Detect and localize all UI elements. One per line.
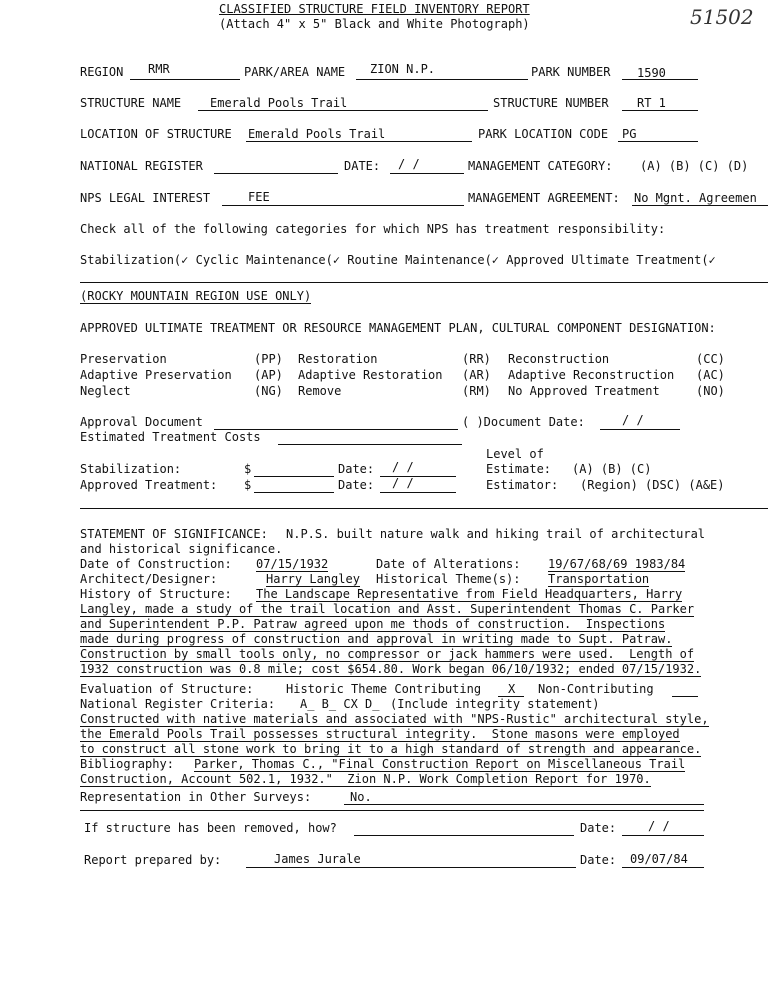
treatment-remove[interactable]: Remove: [298, 384, 342, 398]
prepared-date-value[interactable]: 09/07/84: [630, 852, 688, 866]
treatment-checkboxes[interactable]: Stabilization(✓ Cyclic Maintenance(✓ Routine Maintenance(✓ Approved Ultimate Treatment(✓: [80, 253, 716, 267]
treatment-adaptive-preservation[interactable]: Adaptive Preservation: [80, 368, 232, 382]
treatment-code: (RM): [462, 384, 491, 398]
level-of-label: Level of: [486, 447, 544, 461]
structure-name-label: STRUCTURE NAME: [80, 96, 182, 110]
history-line: 1932 construction was 0.8 mile; cost $654.80. Work began 06/10/1932; ended 07/15/1932.: [80, 662, 702, 676]
history-line: made during progress of construction and approval in writing made to Supt. Patraw.: [80, 632, 673, 646]
historical-themes-value[interactable]: Transportation: [548, 572, 650, 586]
location-value[interactable]: Emerald Pools Trail: [248, 127, 386, 141]
treatment-adaptive-restoration[interactable]: Adaptive Restoration: [298, 368, 443, 382]
structure-number-value[interactable]: RT 1: [637, 96, 666, 110]
nr-date-value[interactable]: / /: [398, 157, 420, 171]
theme-contributing-label: Historic Theme Contributing: [286, 682, 482, 696]
include-integrity-label: (Include integrity statement): [390, 697, 600, 711]
statement-line-1: N.P.S. built nature walk and hiking trail of architectural: [286, 527, 706, 541]
management-agreement-value[interactable]: No Mgnt. Agreemen: [634, 191, 757, 205]
prepared-date-label: Date:: [580, 853, 617, 867]
date-construction-value[interactable]: 07/15/1932: [256, 557, 329, 571]
historical-themes-label: Historical Theme(s):: [376, 572, 521, 586]
park-number-value[interactable]: 1590: [637, 66, 666, 80]
approved-ultimate-heading: APPROVED ULTIMATE TREATMENT OR RESOURCE MANAGEMENT PLAN, CULTURAL COMPONENT DESIGNATION:: [80, 321, 716, 335]
treatment-code: (RR): [462, 352, 491, 366]
treatment-code: (CC): [696, 352, 725, 366]
nr-criteria-value[interactable]: A_ B_ CX D_: [300, 697, 380, 711]
stabilization-label: Stabilization:: [80, 462, 182, 476]
stab-date-label: Date:: [338, 462, 375, 476]
history-line: and Superintendent P.P. Patraw agreed upon me thods of construction. Inspections: [80, 617, 666, 631]
removed-date-label: Date:: [580, 821, 617, 835]
non-contributing-label: Non-Contributing: [538, 682, 654, 696]
approved-date-value[interactable]: / /: [392, 476, 414, 490]
approved-date-label: Date:: [338, 478, 375, 492]
approved-dollar: $: [244, 478, 252, 492]
structure-name-value[interactable]: Emerald Pools Trail: [210, 96, 348, 110]
bibliography-label: Bibliography:: [80, 757, 174, 771]
treatment-neglect[interactable]: Neglect: [80, 384, 131, 398]
national-register-label: NATIONAL REGISTER: [80, 159, 203, 173]
stab-date-value[interactable]: / /: [392, 460, 414, 474]
treatment-restoration[interactable]: Restoration: [298, 352, 378, 366]
estimated-costs-label: Estimated Treatment Costs: [80, 430, 261, 444]
rmr-use-only: (ROCKY MOUNTAIN REGION USE ONLY): [80, 289, 312, 303]
management-agreement-label: MANAGEMENT AGREEMENT:: [468, 191, 620, 205]
treatment-code: (AP): [254, 368, 283, 382]
document-date-label: ( )Document Date:: [462, 415, 585, 429]
date-construction-label: Date of Construction:: [80, 557, 232, 571]
handwritten-id: 51502: [690, 5, 754, 29]
park-area-value[interactable]: ZION N.P.: [370, 62, 436, 76]
treatment-code: (AC): [696, 368, 725, 382]
treatment-code: (PP): [254, 352, 283, 366]
check-all-instruction: Check all of the following categories for which NPS has treatment responsibility:: [80, 222, 666, 236]
contributing-mark[interactable]: X: [508, 682, 516, 696]
treatment-code: (NO): [696, 384, 725, 398]
legal-interest-label: NPS LEGAL INTEREST: [80, 191, 211, 205]
structure-number-label: STRUCTURE NUMBER: [493, 96, 609, 110]
history-line: The Landscape Representative from Field Headquarters, Harry: [256, 587, 683, 601]
statement-line-2: and historical significance.: [80, 542, 283, 556]
report-title: CLASSIFIED STRUCTURE FIELD INVENTORY REPORT: [219, 2, 530, 16]
history-line: Construction by small tools only, no compressor or jack hammers were used. Length of: [80, 647, 695, 661]
integrity-line: Constructed with native materials and associated with "NPS-Rustic" architectural style,: [80, 712, 709, 726]
legal-interest-value[interactable]: FEE: [248, 190, 270, 204]
management-category-label: MANAGEMENT CATEGORY:: [468, 159, 613, 173]
history-line: Langley, made a study of the trail location and Asst. Superintendent Thomas C. Parker: [80, 602, 695, 616]
stab-dollar: $: [244, 462, 252, 476]
approved-treatment-label: Approved Treatment:: [80, 478, 218, 492]
removed-how-label: If structure has been removed, how?: [84, 821, 337, 835]
estimator-label: Estimator:: [486, 478, 559, 492]
estimate-label: Estimate:: [486, 462, 552, 476]
architect-label: Architect/Designer:: [80, 572, 218, 586]
document-date-value[interactable]: / /: [622, 413, 644, 427]
park-location-code-label: PARK LOCATION CODE: [478, 127, 609, 141]
treatment-reconstruction[interactable]: Reconstruction: [508, 352, 610, 366]
date-alterations-label: Date of Alterations:: [376, 557, 521, 571]
treatment-code: (AR): [462, 368, 491, 382]
evaluation-label: Evaluation of Structure:: [80, 682, 254, 696]
report-subtitle: (Attach 4" x 5" Black and White Photograph): [219, 17, 530, 31]
statement-label: STATEMENT OF SIGNIFICANCE:: [80, 527, 268, 541]
approval-document-label: Approval Document: [80, 415, 203, 429]
park-area-label: PARK/AREA NAME: [244, 65, 346, 79]
estimate-options[interactable]: (A) (B) (C): [572, 462, 652, 476]
architect-value[interactable]: Harry Langley: [266, 572, 360, 586]
integrity-line: to construct all stone work to bring it to a high standard of strength and appearance.: [80, 742, 702, 756]
region-value[interactable]: RMR: [148, 62, 170, 76]
park-number-label: PARK NUMBER: [531, 65, 611, 79]
treatment-code: (NG): [254, 384, 283, 398]
nr-date-label: DATE:: [344, 159, 381, 173]
report-prepared-label: Report prepared by:: [84, 853, 222, 867]
integrity-line: the Emerald Pools Trail possesses structural integrity. Stone masons were employed: [80, 727, 680, 741]
history-label: History of Structure:: [80, 587, 232, 601]
treatment-no-approved[interactable]: No Approved Treatment: [508, 384, 660, 398]
bibliography-line: Parker, Thomas C., "Final Construction Report on Miscellaneous Trail: [194, 757, 686, 771]
date-alterations-value[interactable]: 19/67/68/69 1983/84: [548, 557, 686, 571]
estimator-options[interactable]: (Region) (DSC) (A&E): [580, 478, 725, 492]
nr-criteria-label: National Register Criteria:: [80, 697, 276, 711]
management-category-options[interactable]: (A) (B) (C) (D): [640, 159, 749, 173]
region-label: REGION: [80, 65, 124, 79]
bibliography-line: Construction, Account 502.1, 1932." Zion N.P. Work Completion Report for 1970.: [80, 772, 651, 786]
park-location-code-value[interactable]: PG: [622, 127, 637, 141]
treatment-adaptive-reconstruction[interactable]: Adaptive Reconstruction: [508, 368, 675, 382]
representation-value[interactable]: No.: [350, 790, 372, 804]
treatment-preservation[interactable]: Preservation: [80, 352, 167, 366]
removed-date-value[interactable]: / /: [648, 819, 670, 833]
representation-label: Representation in Other Surveys:: [80, 790, 312, 804]
location-label: LOCATION OF STRUCTURE: [80, 127, 232, 141]
prepared-by-value[interactable]: James Jurale: [274, 852, 361, 866]
